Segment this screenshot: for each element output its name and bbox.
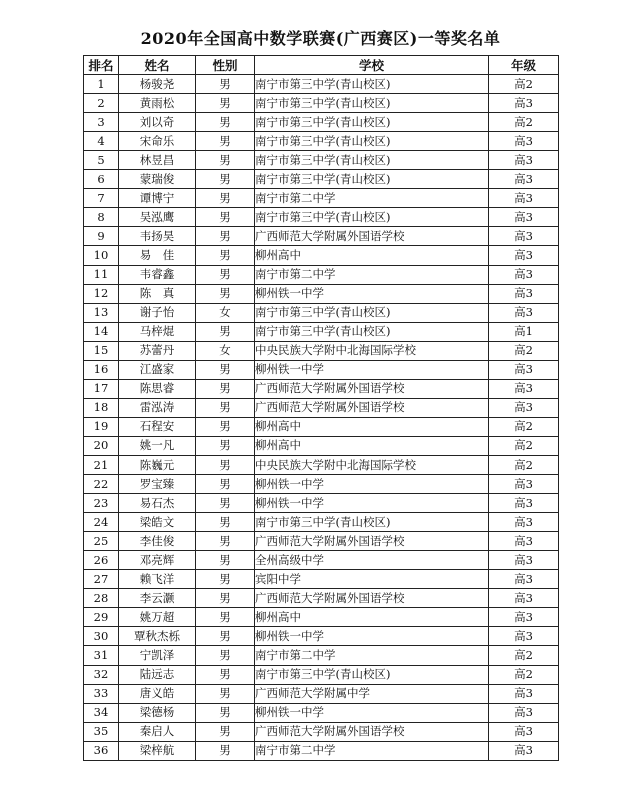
table-row [84,646,559,665]
rank-cell: 27 [84,570,119,589]
table-row [84,684,559,703]
header-name: 姓名 [119,56,196,75]
gender-cell: 男 [196,722,255,741]
table-row [84,360,559,379]
gender-cell: 女 [196,341,255,360]
rank-cell: 32 [84,665,119,684]
table-row [84,94,559,113]
table-row [84,322,559,341]
table-row [84,494,559,513]
name-cell: 谭博宁 [119,189,196,208]
rank-cell: 23 [84,494,119,513]
table-body [84,75,559,761]
school-cell: 南宁市第三中学(青山校区) [255,75,489,94]
gender-cell: 男 [196,494,255,513]
school-cell: 南宁市第三中学(青山校区) [255,113,489,132]
gender-cell: 男 [196,360,255,379]
school-cell: 柳州铁一中学 [255,475,489,494]
rank-cell: 26 [84,551,119,570]
table-row [84,303,559,322]
rank-cell: 34 [84,703,119,722]
rank-cell: 22 [84,475,119,494]
gender-cell: 男 [196,132,255,151]
gender-cell: 男 [196,532,255,551]
grade-cell: 高3 [489,513,559,532]
name-cell: 黄雨松 [119,94,196,113]
name-cell: 易 佳 [119,246,196,265]
grade-cell: 高2 [489,75,559,94]
gender-cell: 男 [196,513,255,532]
school-cell: 柳州铁一中学 [255,627,489,646]
table-row [84,170,559,189]
rank-cell: 29 [84,608,119,627]
name-cell: 姚万超 [119,608,196,627]
grade-cell: 高3 [489,741,559,760]
name-cell: 刘以奇 [119,113,196,132]
rank-cell: 31 [84,646,119,665]
school-cell: 南宁市第三中学(青山校区) [255,170,489,189]
school-cell: 柳州高中 [255,436,489,455]
gender-cell: 男 [196,246,255,265]
gender-cell: 男 [196,398,255,417]
gender-cell: 男 [196,227,255,246]
name-cell: 姚一凡 [119,436,196,455]
rank-cell: 12 [84,284,119,303]
gender-cell: 男 [196,170,255,189]
grade-cell: 高2 [489,341,559,360]
gender-cell: 男 [196,475,255,494]
rank-cell: 3 [84,113,119,132]
name-cell: 马梓焜 [119,322,196,341]
grade-cell: 高3 [489,532,559,551]
rank-cell: 9 [84,227,119,246]
gender-cell: 男 [196,646,255,665]
header-rank: 排名 [84,56,119,75]
table-row [84,341,559,360]
school-cell: 柳州高中 [255,246,489,265]
gender-cell: 男 [196,208,255,227]
name-cell: 秦启人 [119,722,196,741]
grade-cell: 高3 [489,360,559,379]
grade-cell: 高2 [489,455,559,474]
grade-cell: 高2 [489,436,559,455]
grade-cell: 高3 [489,589,559,608]
name-cell: 吴泓鹰 [119,208,196,227]
rank-cell: 20 [84,436,119,455]
table-row [84,113,559,132]
grade-cell: 高3 [489,398,559,417]
grade-cell: 高3 [489,94,559,113]
school-cell: 柳州铁一中学 [255,284,489,303]
rank-cell: 2 [84,94,119,113]
gender-cell: 男 [196,189,255,208]
table-row [84,570,559,589]
school-cell: 广西师范大学附属中学 [255,684,489,703]
gender-cell: 男 [196,455,255,474]
rank-cell: 10 [84,246,119,265]
table-row [84,703,559,722]
grade-cell: 高3 [489,722,559,741]
table-row [84,132,559,151]
grade-cell: 高3 [489,208,559,227]
name-cell: 韦扬昊 [119,227,196,246]
rank-cell: 18 [84,398,119,417]
school-cell: 南宁市第三中学(青山校区) [255,303,489,322]
school-cell: 广西师范大学附属外国语学校 [255,589,489,608]
name-cell: 易石杰 [119,494,196,513]
table-row [84,189,559,208]
rank-cell: 8 [84,208,119,227]
name-cell: 梁皓文 [119,513,196,532]
gender-cell: 男 [196,551,255,570]
header-school: 学校 [255,56,489,75]
rank-cell: 35 [84,722,119,741]
grade-cell: 高2 [489,646,559,665]
rank-cell: 11 [84,265,119,284]
table-header [84,56,559,75]
table-row [84,208,559,227]
name-cell: 陈 真 [119,284,196,303]
gender-cell: 男 [196,684,255,703]
table-row [84,589,559,608]
school-cell: 全州高级中学 [255,551,489,570]
name-cell: 李佳俊 [119,532,196,551]
header-gender: 性别 [196,56,255,75]
name-cell: 邓亮辉 [119,551,196,570]
rank-cell: 19 [84,417,119,436]
rank-cell: 13 [84,303,119,322]
grade-cell: 高3 [489,151,559,170]
table-row [84,284,559,303]
grade-cell: 高3 [489,703,559,722]
school-cell: 柳州铁一中学 [255,494,489,513]
table-row [84,513,559,532]
name-cell: 韦睿鑫 [119,265,196,284]
name-cell: 梁德杨 [119,703,196,722]
school-cell: 广西师范大学附属外国语学校 [255,532,489,551]
name-cell: 宁凯泽 [119,646,196,665]
rank-cell: 6 [84,170,119,189]
grade-cell: 高3 [489,684,559,703]
gender-cell: 男 [196,665,255,684]
name-cell: 宋命乐 [119,132,196,151]
grade-cell: 高3 [489,265,559,284]
table-row [84,532,559,551]
school-cell: 中央民族大学附中北海国际学校 [255,341,489,360]
name-cell: 杨骏尧 [119,75,196,94]
table-row [84,455,559,474]
school-cell: 柳州铁一中学 [255,703,489,722]
school-cell: 南宁市第二中学 [255,189,489,208]
name-cell: 陈思睿 [119,379,196,398]
name-cell: 林昱昌 [119,151,196,170]
school-cell: 中央民族大学附中北海国际学校 [255,455,489,474]
name-cell: 梁梓航 [119,741,196,760]
name-cell: 苏蕾丹 [119,341,196,360]
rank-cell: 28 [84,589,119,608]
school-cell: 南宁市第二中学 [255,741,489,760]
gender-cell: 男 [196,589,255,608]
table-row [84,436,559,455]
table-row [84,551,559,570]
rank-cell: 4 [84,132,119,151]
grade-cell: 高2 [489,113,559,132]
table-row [84,741,559,760]
rank-cell: 5 [84,151,119,170]
grade-cell: 高3 [489,170,559,189]
rank-cell: 14 [84,322,119,341]
name-cell: 蒙瑞俊 [119,170,196,189]
grade-cell: 高3 [489,303,559,322]
table-row [84,151,559,170]
header-grade: 年级 [489,56,559,75]
school-cell: 广西师范大学附属外国语学校 [255,227,489,246]
grade-cell: 高1 [489,322,559,341]
grade-cell: 高3 [489,132,559,151]
gender-cell: 男 [196,417,255,436]
grade-cell: 高3 [489,284,559,303]
school-cell: 南宁市第三中学(青山校区) [255,151,489,170]
gender-cell: 男 [196,284,255,303]
gender-cell: 男 [196,113,255,132]
table-row [84,227,559,246]
school-cell: 宾阳中学 [255,570,489,589]
gender-cell: 男 [196,570,255,589]
name-cell: 罗宝臻 [119,475,196,494]
grade-cell: 高3 [489,475,559,494]
rank-cell: 7 [84,189,119,208]
school-cell: 南宁市第三中学(青山校区) [255,132,489,151]
header-row [84,56,559,75]
grade-cell: 高2 [489,665,559,684]
table-row [84,475,559,494]
grade-cell: 高3 [489,608,559,627]
table-row [84,379,559,398]
grade-cell: 高2 [489,417,559,436]
name-cell: 石程安 [119,417,196,436]
grade-cell: 高3 [489,551,559,570]
name-cell: 雷泓涛 [119,398,196,417]
name-cell: 江盛家 [119,360,196,379]
rank-cell: 17 [84,379,119,398]
grade-cell: 高3 [489,246,559,265]
grade-cell: 高3 [489,627,559,646]
gender-cell: 男 [196,436,255,455]
table-row [84,75,559,94]
rank-cell: 36 [84,741,119,760]
school-cell: 广西师范大学附属外国语学校 [255,722,489,741]
table-row [84,265,559,284]
gender-cell: 男 [196,379,255,398]
gender-cell: 男 [196,75,255,94]
school-cell: 柳州高中 [255,417,489,436]
gender-cell: 男 [196,627,255,646]
grade-cell: 高3 [489,189,559,208]
name-cell: 赖飞洋 [119,570,196,589]
gender-cell: 男 [196,608,255,627]
rank-cell: 15 [84,341,119,360]
rank-cell: 24 [84,513,119,532]
gender-cell: 男 [196,741,255,760]
table-row [84,627,559,646]
name-cell: 唐义皓 [119,684,196,703]
name-cell: 陆远志 [119,665,196,684]
name-cell: 李云灏 [119,589,196,608]
school-cell: 柳州铁一中学 [255,360,489,379]
school-cell: 广西师范大学附属外国语学校 [255,379,489,398]
school-cell: 南宁市第三中学(青山校区) [255,513,489,532]
school-cell: 南宁市第三中学(青山校区) [255,322,489,341]
school-cell: 南宁市第三中学(青山校区) [255,665,489,684]
table-row [84,665,559,684]
award-table [83,55,559,761]
gender-cell: 女 [196,303,255,322]
name-cell: 陈巍元 [119,455,196,474]
table-row [84,608,559,627]
rank-cell: 16 [84,360,119,379]
gender-cell: 男 [196,322,255,341]
rank-cell: 30 [84,627,119,646]
grade-cell: 高3 [489,570,559,589]
rank-cell: 33 [84,684,119,703]
table-row [84,398,559,417]
table-row [84,246,559,265]
table-row [84,722,559,741]
name-cell: 覃秋杰栎 [119,627,196,646]
gender-cell: 男 [196,703,255,722]
rank-cell: 25 [84,532,119,551]
grade-cell: 高3 [489,494,559,513]
rank-cell: 1 [84,75,119,94]
school-cell: 南宁市第二中学 [255,646,489,665]
school-cell: 南宁市第三中学(青山校区) [255,94,489,113]
grade-cell: 高3 [489,227,559,246]
grade-cell: 高3 [489,379,559,398]
gender-cell: 男 [196,265,255,284]
school-cell: 南宁市第二中学 [255,265,489,284]
gender-cell: 男 [196,94,255,113]
page-title: 2020年全国高中数学联赛(广西赛区)一等奖名单 [140,29,501,48]
name-cell: 谢子怡 [119,303,196,322]
rank-cell: 21 [84,455,119,474]
gender-cell: 男 [196,151,255,170]
table-row [84,417,559,436]
school-cell: 柳州高中 [255,608,489,627]
school-cell: 南宁市第三中学(青山校区) [255,208,489,227]
school-cell: 广西师范大学附属外国语学校 [255,398,489,417]
